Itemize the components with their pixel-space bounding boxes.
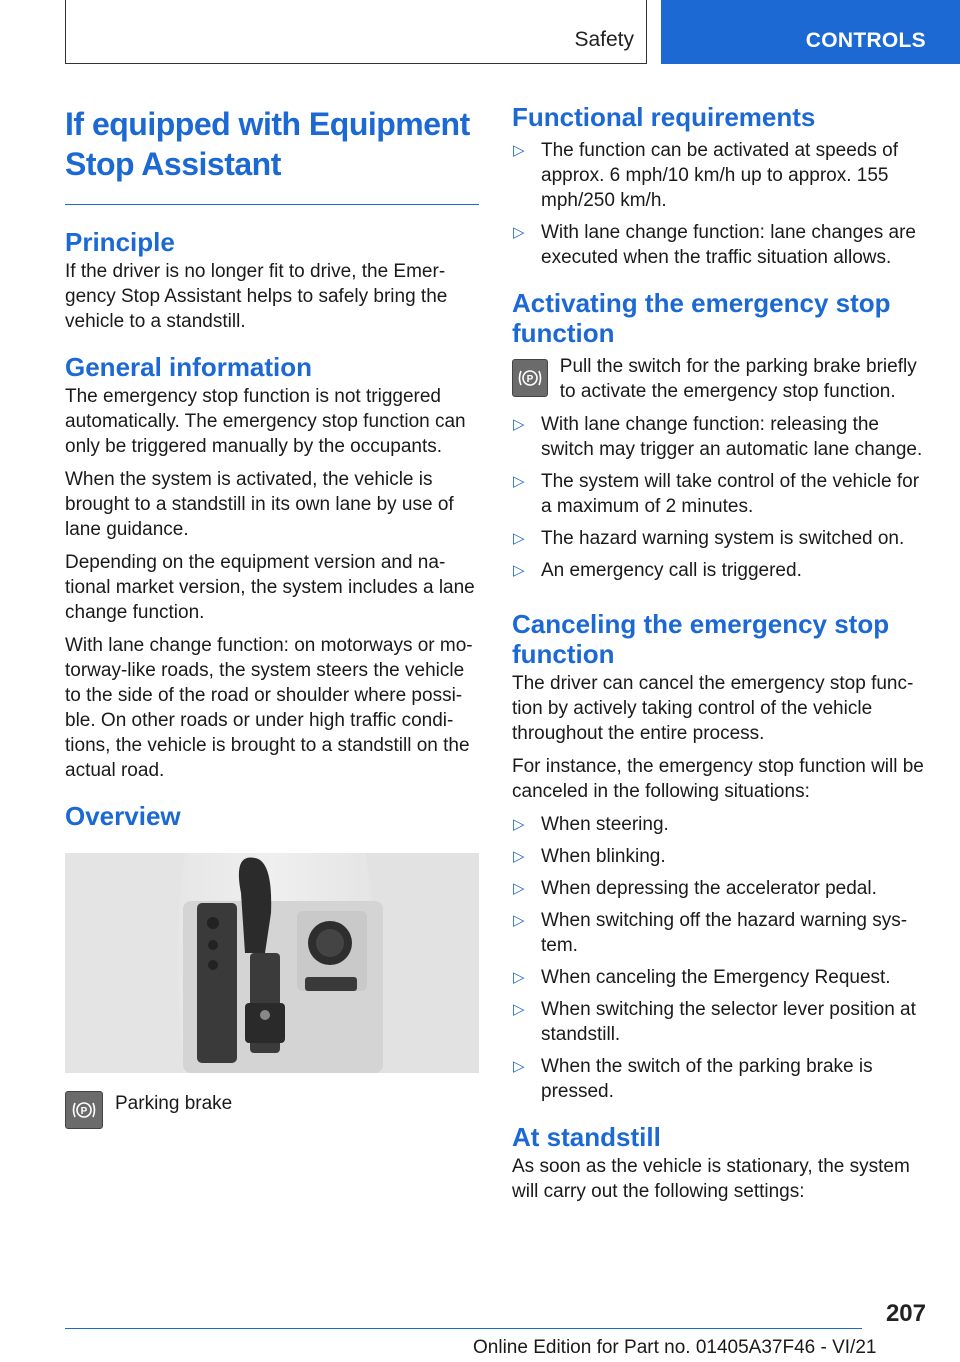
general-info-section — [65, 352, 479, 783]
list-item: ▷ When switching off the hazard warning sys‐tem. — [513, 910, 908, 956]
right-column — [512, 100, 928, 1212]
list-item: ▷ When the switch of the parking brake is pressed. — [513, 1056, 873, 1102]
svg-text:P: P — [526, 374, 534, 385]
header-chapter-tab — [661, 0, 960, 64]
activating-instruction-text: Pull the switch for the parking brake briefly to activate the emergency stop function. — [559, 356, 917, 402]
principle-heading: Principle — [65, 227, 175, 257]
standstill-text: As soon as the vehicle is stationary, the system will carry out the following settings: — [512, 1156, 910, 1202]
principle-section — [65, 227, 479, 334]
list-item: ▷ When switching the selector lever position at standstill. — [513, 999, 916, 1045]
requirements-section — [512, 100, 928, 270]
center-console-photo — [65, 853, 479, 1073]
activating-list — [512, 412, 928, 583]
canceling-heading: Canceling the emergency stop function — [512, 609, 890, 669]
footer-edition: Online Edition for Part no. 01405A37F46 - VI/21 — [473, 1337, 877, 1358]
parking-brake-legend — [65, 1091, 479, 1129]
general-info-p2: When the system is activated, the vehicle is brought to a standstill in its own lane by use of lane guidance. — [65, 469, 454, 540]
triangle-bullet-icon: ▷ — [513, 224, 525, 241]
list-item: ▷ An emergency call is triggered. — [513, 560, 802, 581]
activating-instruction — [512, 354, 928, 404]
triangle-bullet-icon: ▷ — [513, 562, 525, 579]
parking-brake-icon — [512, 359, 548, 397]
triangle-bullet-icon: ▷ — [513, 1001, 525, 1018]
page-title: If equipped with Equipment Stop Assistant — [65, 106, 470, 182]
standstill-section — [512, 1122, 928, 1204]
triangle-bullet-icon: ▷ — [513, 1058, 525, 1075]
general-info-p1: The emergency stop function is not triggered automatically. The emergency stop function can only be triggered manually by the occupants. — [65, 386, 466, 457]
header-section-label: Safety — [574, 28, 634, 51]
list-item: ▷ The function can be activated at speeds of approx. 6 mph/10 km/h up to approx. 155 mph/250 km/h. — [513, 140, 899, 211]
canceling-p2: For instance, the emergency stop function will be canceled in the following situations: — [512, 756, 924, 802]
parking-brake-icon — [65, 1091, 103, 1129]
title-divider — [65, 204, 479, 205]
triangle-bullet-icon: ▷ — [513, 912, 525, 929]
canceling-section — [512, 601, 928, 1104]
overview-section — [65, 801, 479, 1129]
triangle-bullet-icon: ▷ — [513, 416, 525, 433]
svg-text:P: P — [80, 1106, 88, 1117]
activating-heading: Activating the emergency stop function — [512, 288, 891, 348]
activating-section — [512, 288, 928, 583]
triangle-bullet-icon: ▷ — [513, 473, 525, 490]
page-number: 207 — [885, 1300, 926, 1327]
triangle-bullet-icon: ▷ — [513, 848, 525, 865]
parking-brake-legend-label: Parking brake — [115, 1093, 233, 1114]
requirements-heading: Functional requirements — [512, 102, 816, 132]
list-item: ▷ When blinking. — [513, 846, 666, 867]
list-item: ▷ When depressing the accelerator pedal. — [513, 878, 877, 899]
triangle-bullet-icon: ▷ — [513, 816, 525, 833]
triangle-bullet-icon: ▷ — [513, 142, 525, 159]
requirements-list — [512, 138, 928, 270]
header-section-tab — [65, 0, 647, 64]
list-item: ▷ The system will take control of the vehicle for a maximum of 2 minutes. — [513, 471, 920, 517]
general-info-p3: Depending on the equipment version and na‐tional market version, the system includes a lane change function. — [65, 552, 475, 623]
triangle-bullet-icon: ▷ — [513, 530, 525, 547]
standstill-heading: At standstill — [512, 1122, 661, 1152]
left-column — [65, 100, 479, 1137]
header-chapter-label: CONTROLS — [805, 29, 926, 52]
triangle-bullet-icon: ▷ — [513, 880, 525, 897]
list-item: ▷ The hazard warning system is switched on. — [513, 528, 905, 549]
triangle-bullet-icon: ▷ — [513, 969, 525, 986]
canceling-p1: The driver can cancel the emergency stop func‐tion by actively taking control of the vehicle throughout the entire process. — [512, 673, 914, 744]
general-info-p4: With lane change function: on motorways or mo‐torway-like roads, the system steers the vehicle to the side of the road or shoulder where possi‐ble. On other roads or under high traffic condi‐tions, the vehicle is brought to a standstill on the actual road. — [65, 635, 473, 781]
canceling-list — [512, 812, 928, 1104]
list-item: ▷ With lane change function: releasing the switch may trigger an automatic lane change. — [513, 414, 923, 460]
list-item: ▷ When steering. — [513, 814, 669, 835]
overview-heading: Overview — [65, 801, 181, 831]
list-item: ▷ With lane change function: lane changes are executed when the traffic situation allows. — [513, 222, 916, 268]
principle-text: If the driver is no longer fit to drive, the Emer‐gency Stop Assistant helps to safely bring the vehicle to a standstill. — [65, 261, 448, 332]
footer-divider — [65, 1328, 862, 1329]
general-info-heading: General information — [65, 352, 313, 382]
list-item: ▷ When canceling the Emergency Request. — [513, 967, 891, 988]
